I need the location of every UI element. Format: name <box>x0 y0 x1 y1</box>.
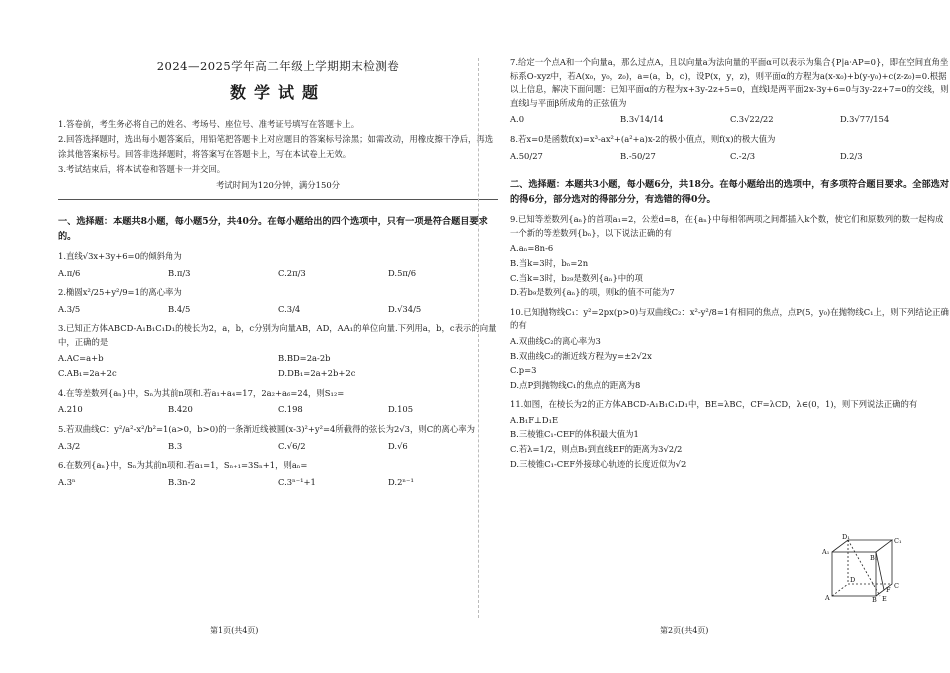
option-a: A.50/27 <box>510 150 543 161</box>
option-d: D.若b₉是数列{aₙ}的项，则k的值不可能为7 <box>510 287 675 298</box>
question-2 <box>58 286 498 316</box>
subject-title: 数学试题 <box>229 83 326 102</box>
option-d: D.√34/5 <box>388 303 422 314</box>
question-10 <box>510 306 950 393</box>
question-stem: 5.若双曲线C：y²/a²-x²/b²=1(a>0，b>0)的一条渐近线被圆(x-3)²+y²=4所截得的弦长为2√3，则C的离心率为 <box>58 423 476 434</box>
question-stem: 11.如图，在棱长为2的正方体ABCD-A₁B₁C₁D₁中，BE=λBC，CF=λCD，λ∈(0，1)，则下列说法正确的有 <box>510 399 918 410</box>
option-d: D.点P到抛物线C₁的焦点的距离为8 <box>510 379 641 390</box>
option-b: B.当k=3时，bₙ=2n <box>510 257 589 268</box>
question-9 <box>510 213 950 300</box>
page-left <box>58 0 498 489</box>
option-b: B.4/5 <box>168 303 191 314</box>
question-stem: 1.直线√3x+3y+6=0的倾斜角为 <box>58 251 182 261</box>
option-c: C.198 <box>278 404 303 415</box>
question-stem: 4.在等差数列{aₙ}中，Sₙ为其前n项和.若a₁+a₄=17，2a₂+a₆=24，则S₁₂= <box>58 387 345 398</box>
question-stem: 10.已知抛物线C₁：y²=2px(p>0)与双曲线C₂：x²-y²/8=1有相同的焦点，点P(5，y₀)在抛物线C₁上，则下列结论正确的有 <box>510 306 949 331</box>
option-a: A.210 <box>58 404 83 415</box>
question-6 <box>58 459 498 489</box>
option-c: C.√6/2 <box>278 440 306 451</box>
option-d: D.3√77/154 <box>840 114 890 125</box>
option-b: B.3√14/14 <box>620 114 664 125</box>
label-d1: D₁ <box>842 533 850 541</box>
option-a: A.0 <box>510 114 525 125</box>
option-b: B.3 <box>168 440 183 451</box>
question-4 <box>58 387 498 417</box>
label-f: F <box>886 586 891 594</box>
label-a1: A₁ <box>822 548 830 556</box>
option-d: D.√6 <box>388 440 408 451</box>
label-b1: B₁ <box>870 554 878 562</box>
option-b: B.420 <box>168 404 193 415</box>
option-c: C.p=3 <box>510 365 537 376</box>
option-d: D.105 <box>388 404 414 415</box>
option-a: A.π/6 <box>58 267 81 278</box>
footer-page-2: 第2页(共4页) <box>660 626 709 635</box>
option-c: C.2π/3 <box>278 267 306 278</box>
option-c: C.当k=3时，b₂₉是数列{aₙ}中的项 <box>510 272 643 283</box>
question-stem: 7.给定一个点A和一个向量a，那么过点A，且以向量a为法向量的平面α可以表示为集合{P|a·AP=0}，即在空间直角坐标系O-xyz中，若A(x₀，y₀，z₀)，a=(a，b，c)，设P(x，y，z)，则平面α的方程为a(x-x₀)+b(y-y₀)+c(z-z₀)=0.根据以上信息，解决下面问题：已知平面α的方程为x+3y-2z+5=0，直线l是两平面2x-3y+6=0与3y-2z+7=0的交线，则直线l与平面β所成角的正弦值为 <box>510 57 949 108</box>
option-c: C.3/4 <box>278 303 301 314</box>
option-d: D.2ⁿ⁻¹ <box>388 476 414 487</box>
option-b: B.3n-2 <box>168 476 196 487</box>
option-d: D.5π/6 <box>388 267 417 278</box>
cube-top-edges <box>832 540 892 552</box>
divider-line <box>58 199 498 200</box>
label-c: C <box>894 582 899 590</box>
option-a: A.B₁F⊥D₁E <box>510 414 559 425</box>
section-heading-multi: 二、选择题：本题共3小题，每小题6分，共18分。在每小题给出的选项中，有多项符合题目要求。全部选对的得6分，部分选对的得部分分，有选错的得0分。 <box>510 179 950 206</box>
option-b: B.三棱锥C₁-CEF的体积最大值为1 <box>510 429 639 440</box>
segment-d1e <box>848 540 880 596</box>
option-d: D.DB₁=2a+2b+2c <box>278 368 356 379</box>
option-b: B.-50/27 <box>620 150 656 161</box>
footer-page-1: 第1页(共4页) <box>210 626 259 635</box>
question-3 <box>58 322 498 380</box>
exam-notice <box>58 117 498 177</box>
option-b: B.π/3 <box>168 267 191 278</box>
question-stem: 9.已知等差数列{aₙ}的首项a₁=2，公差d=8，在{aₙ}中每相邻两项之间都插入k个数，使它们和原数列的数一起构成一个新的等差数列{bₙ}，以下说法正确的有 <box>510 214 944 238</box>
label-a: A <box>825 594 830 602</box>
option-a: A.3/2 <box>58 440 81 451</box>
option-a: A.3ⁿ <box>58 476 76 487</box>
question-stem: 8.若x=0是函数f(x)=x³-ax²+(a²+a)x-2的极小值点，则f(x)的极大值为 <box>510 133 776 144</box>
option-a: A.aₙ=8n-6 <box>510 243 554 254</box>
option-b: B.BD=2a-2b <box>278 352 331 363</box>
option-a: A.3/5 <box>58 303 81 314</box>
page-right <box>510 0 950 471</box>
option-b: B.双曲线C₂的渐近线方程为y=±2√2x <box>510 350 652 361</box>
question-1 <box>58 250 498 280</box>
option-a: A.双曲线C₂的离心率为3 <box>510 335 601 346</box>
option-a: A.AC=a+b <box>58 352 104 363</box>
question-11 <box>510 398 918 471</box>
column-divider <box>478 58 479 618</box>
question-7 <box>510 56 950 127</box>
option-c: C.3√22/22 <box>730 114 774 125</box>
cube-figure <box>820 534 900 602</box>
question-5 <box>58 423 498 453</box>
notice-item: 2.回答选择题时，选出每小题答案后，用铅笔把答题卡上对应题目的答案标号涂黑；如需改动，用橡皮擦干净后，再选涂其他答案标号。回答非选择题时，将答案写在答题卡上，写在本试卷上无效。 <box>58 134 494 159</box>
option-c: C.AB₁=2a+2c <box>58 368 117 379</box>
option-c: C.若λ=1/2，则点B₁到直线EF的距离为3√2/2 <box>510 444 683 455</box>
option-c: C.-2/3 <box>730 150 756 161</box>
option-d: D.三棱锥C₁-CEF外接球心轨迹的长度近似为√2 <box>510 458 687 469</box>
label-c1: C₁ <box>894 537 902 545</box>
question-stem: 3.已知正方体ABCD-A₁B₁C₁D₁的棱长为2，a，b，c分别为向量AB，AD，AA₁的单位向量.下列用a，b，c表示的向量中，正确的是 <box>58 323 497 347</box>
question-stem: 6.在数列{aₙ}中，Sₙ为其前n项和.若a₁=1，Sₙ₊₁=3Sₙ+1，则aₙ= <box>58 460 308 471</box>
notice-item: 1.答卷前，考生务必将自己的姓名、考场号、座位号、准考证号填写在答题卡上。 <box>58 119 360 129</box>
notice-item: 3.考试结束后，将本试卷和答题卡一并交回。 <box>58 164 226 174</box>
question-8 <box>510 133 950 163</box>
label-e: E <box>882 595 887 603</box>
exam-title: 2024—2025学年高二年级上学期期末检测卷 <box>156 59 400 73</box>
label-d: D <box>850 576 856 584</box>
time-note: 考试时间为120分钟，满分150分 <box>215 180 341 190</box>
question-stem: 2.椭圆x²/25+y²/9=1的离心率为 <box>58 287 182 298</box>
label-b: B <box>872 596 877 604</box>
option-d: D.2/3 <box>840 150 863 161</box>
option-c: C.3ⁿ⁻¹+1 <box>278 476 316 487</box>
section-heading-single: 一、选择题：本题共8小题，每小题5分，共40分。在每小题给出的四个选项中，只有一项是符合题目要求的。 <box>58 216 488 242</box>
